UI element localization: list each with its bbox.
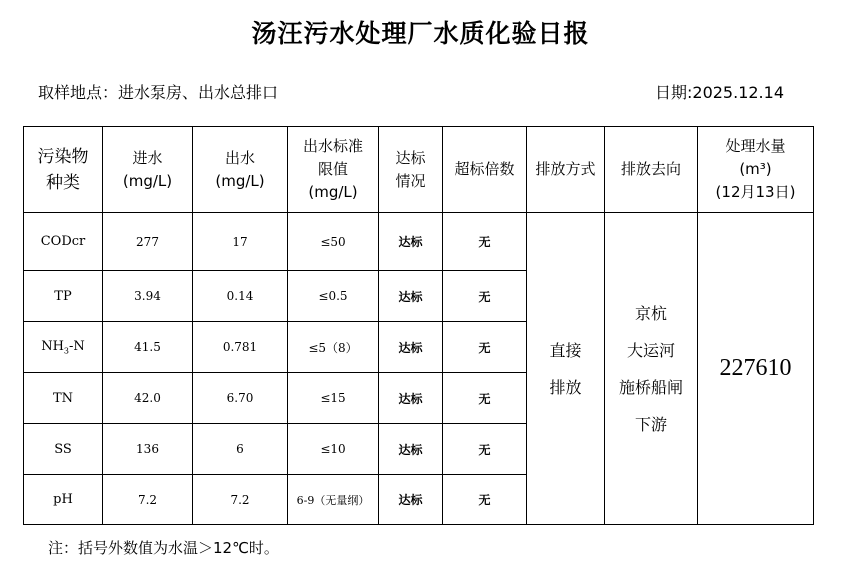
compliance-status: 达标 — [379, 373, 443, 424]
outflow-value: 6.70 — [193, 373, 288, 424]
pollutant-name: pH — [24, 475, 103, 525]
exceed-multiple: 无 — [443, 271, 527, 322]
discharge-method: 直接 排放 — [527, 213, 605, 525]
water-quality-table — [23, 126, 814, 525]
outflow-value: 0.781 — [193, 322, 288, 373]
inflow-value: 41.5 — [103, 322, 193, 373]
compliance-status: 达标 — [379, 271, 443, 322]
pollutant-name: SS — [24, 424, 103, 475]
header-standard: 出水标准 限值 (mg/L) — [288, 127, 379, 213]
header-discharge-destination: 排放去向 — [605, 127, 698, 213]
inflow-value: 136 — [103, 424, 193, 475]
header-inflow: 进水 (mg/L) — [103, 127, 193, 213]
header-volume: 处理水量 (m³) (12月13日) — [698, 127, 814, 213]
compliance-status: 达标 — [379, 213, 443, 271]
standard-limit: ≤15 — [288, 373, 379, 424]
standard-limit: ≤0.5 — [288, 271, 379, 322]
pollutant-name: $NH_3-N$ — [24, 322, 103, 373]
outflow-value: 17 — [193, 213, 288, 271]
sampling-location: 取样地点：进水泵房、出水总排口 — [38, 83, 279, 102]
report-date: 日期:2025.12.14 — [655, 83, 785, 102]
exceed-multiple: 无 — [443, 373, 527, 424]
header-outflow: 出水 (mg/L) — [193, 127, 288, 213]
pollutant-name: CODcr — [24, 213, 103, 271]
standard-limit: 6-9（无量纲） — [288, 475, 379, 525]
inflow-value: 277 — [103, 213, 193, 271]
exceed-multiple: 无 — [443, 475, 527, 525]
header-row — [24, 127, 814, 213]
standard-limit: ≤10 — [288, 424, 379, 475]
inflow-value: 7.2 — [103, 475, 193, 525]
compliance-status: 达标 — [379, 475, 443, 525]
inflow-value: 3.94 — [103, 271, 193, 322]
pollutant-name: TN — [24, 373, 103, 424]
exceed-multiple: 无 — [443, 322, 527, 373]
standard-limit: ≤5（8） — [288, 322, 379, 373]
header-pollutant: 污染物 种类 — [24, 127, 103, 213]
report-title: 汤汪污水处理厂水质化验日报 — [251, 19, 590, 48]
exceed-multiple: 无 — [443, 213, 527, 271]
discharge-destination: 京杭 大运河 施桥船闸 下游 — [605, 213, 698, 525]
table-row — [24, 213, 814, 271]
outflow-value: 0.14 — [193, 271, 288, 322]
compliance-status: 达标 — [379, 424, 443, 475]
pollutant-name: TP — [24, 271, 103, 322]
header-compliance: 达标 情况 — [379, 127, 443, 213]
outflow-value: 6 — [193, 424, 288, 475]
compliance-status: 达标 — [379, 322, 443, 373]
header-exceed: 超标倍数 — [443, 127, 527, 213]
inflow-value: 42.0 — [103, 373, 193, 424]
outflow-value: 7.2 — [193, 475, 288, 525]
exceed-multiple: 无 — [443, 424, 527, 475]
treated-volume: 227610 — [698, 213, 814, 525]
footnote: 注：括号外数值为水温＞12℃时。 — [48, 539, 279, 557]
header-discharge-method: 排放方式 — [527, 127, 605, 213]
standard-limit: ≤50 — [288, 213, 379, 271]
